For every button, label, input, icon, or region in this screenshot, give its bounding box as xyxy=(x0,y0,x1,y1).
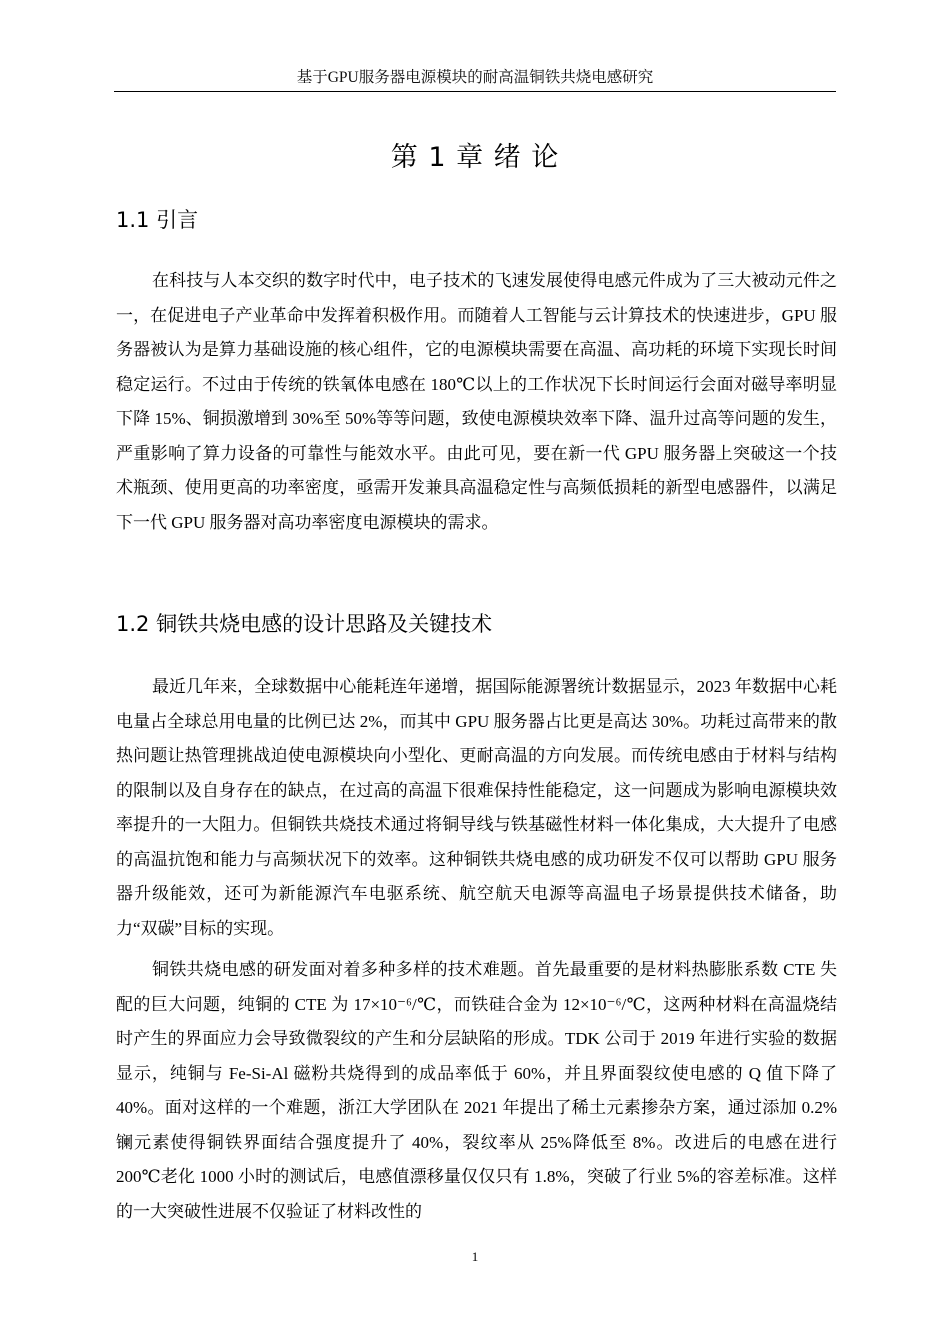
header-divider xyxy=(114,91,836,92)
chapter-title: 第 1 章 绪 论 xyxy=(390,142,560,173)
paragraph-energy-consumption: 最近几年来，全球数据中心能耗连年递增，据国际能源署统计数据显示，2023 年数据中心耗电量占全球总用电量的比例已达 2%，而其中 GPU 服务器占比更是高达 30%。功耗过高带来的散热问题让热管理挑战迫使电源模块向小型化、更耐高温的方向发展。而传统电感由于材料与结构的限制以及自身存在的缺点，在过高的高温下很难保持性能稳定，这一问题成为影响电源模块效率提升的一大阻力。但铜铁共烧技术通过将铜导线与铁基磁性材料一体化集成，大大提升了电感的高温抗饱和能力与高频状况下的效率。这种铜铁共烧电感的成功研发不仅可以帮助 GPU 服务器升级能效，还可为新能源汽车电驱系统、航空航天电源等高温电子场景提供技术储备，助力“双碳”目标的实现。 xyxy=(116,677,837,938)
page-number: 1 xyxy=(471,1249,479,1264)
paragraph-introduction: 在科技与人本交织的数字时代中，电子技术的飞速发展使得电感元件成为了三大被动元件之一，在促进电子产业革命中发挥着积极作用。而随着人工智能与云计算技术的快速进步，GPU 服务器被认为是算力基础设施的核心组件，它的电源模块需要在高温、高功耗的环境下实现长时间稳定运行。不过由于传统的铁氧体电感在 180℃以上的工作状况下长时间运行会面对磁导率明显下降 15%、铜损激增到 30%至 50%等等问题，致使电源模块效率下降、温升过高等问题的发生，严重影响了算力设备的可靠性与能效水平。由此可见，要在新一代 GPU 服务器上突破这一个技术瓶颈、使用更高的功率密度，亟需开发兼具高温稳定性与高频低损耗的新型电感器件，以满足下一代 GPU 服务器对高功率密度电源模块的需求。 xyxy=(116,271,837,532)
section-heading-1-2: 1.2 铜铁共烧电感的设计思路及关键技术 xyxy=(116,612,493,636)
running-header: 基于GPU服务器电源模块的耐高温铜铁共烧电感研究 xyxy=(296,69,654,86)
section-heading-1-1: 1.1 引言 xyxy=(116,208,199,232)
paragraph-technical-challenges: 铜铁共烧电感的研发面对着多种多样的技术难题。首先最重要的是材料热膨胀系数 CTE 失配的巨大问题，纯铜的 CTE 为 17×10⁻⁶/℃，而铁硅合金为 12×10⁻⁶/℃，这两种材料在高温烧结时产生的界面应力会导致微裂纹的产生和分层缺陷的形成。TDK 公司于 2019 年进行实验的数据显示，纯铜与 Fe-Si-Al 磁粉共烧得到的成品率低于 60%，并且界面裂纹使电感的 Q 值下降了 40%。面对这样的一个难题，浙江大学团队在 2021 年提出了稀土元素掺杂方案，通过添加 0.2%镧元素使得铜铁界面结合强度提升了 40%，裂纹率从 25%降低至 8%。改进后的电感在进行 200℃老化 1000 小时的测试后，电感值漂移量仅仅只有 1.8%，突破了行业 5%的容差标准。这样的一大突破性进展不仅验证了材料改性的 xyxy=(116,960,837,1221)
